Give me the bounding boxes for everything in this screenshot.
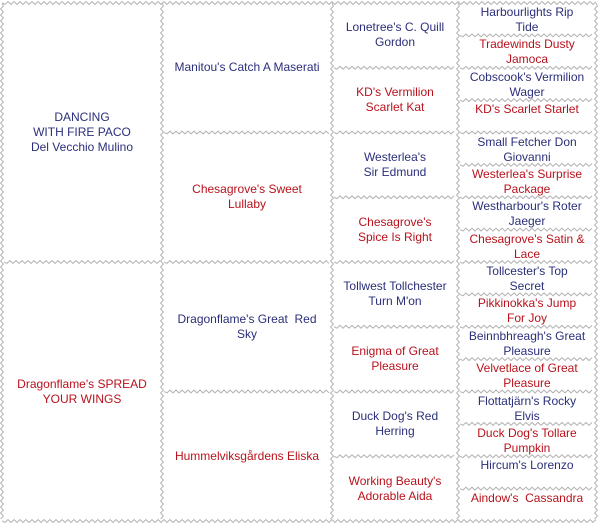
pedigree-gen4-entry-15 — [459, 490, 595, 520]
pedigree-gen4-entry-9 — [459, 295, 595, 325]
pedigree-gen3-entry-2 — [333, 134, 457, 197]
pedigree-gen3-entry-5 — [333, 328, 457, 391]
pedigree-gen4-entry-11 — [459, 360, 595, 390]
pedigree-gen1-entry-1 — [3, 263, 161, 520]
dog-name: DANCING WITH FIRE PACO Del Vecchio Mulino — [30, 110, 134, 154]
dog-name: Westharbour's Roter Jaeger — [472, 199, 582, 229]
dog-name: Chesagrove's Spice Is Right — [357, 214, 433, 244]
pedigree-gen2-entry-2 — [163, 263, 331, 391]
dog-name: Cobscook's Vermilion Wager — [469, 69, 585, 99]
dog-name: KD's Scarlet Starlet — [475, 102, 579, 117]
dog-name: Hummelviksgårdens Eliska — [174, 448, 320, 463]
pedigree-gen4-entry-7 — [459, 231, 595, 261]
pedigree-gen4-entry-1 — [459, 36, 595, 66]
pedigree-gen3-entry-4 — [333, 263, 457, 326]
dog-name: Dragonflame's Great Red Sky — [177, 311, 317, 341]
pedigree-gen4-entry-13 — [459, 425, 595, 455]
column-border-4 — [595, 3, 598, 519]
dog-name: Flottatjärn's Rocky Elvis — [477, 393, 577, 423]
dog-name: Hircum's Lorenzo — [480, 458, 574, 473]
dog-name: Tollcester's Top Secret — [486, 264, 568, 293]
pedigree-gen4-entry-3 — [459, 101, 595, 131]
pedigree-gen4-entry-5 — [459, 166, 595, 196]
dog-name: Westerlea's Surprise Package — [471, 166, 583, 196]
dog-name: KD's Vermilion Scarlet Kat — [356, 85, 434, 115]
dog-name: Enigma of Great Pleasure — [351, 344, 439, 374]
dog-name: Manitou's Catch A Maserati — [174, 60, 320, 75]
pedigree-gen3-entry-3 — [333, 198, 457, 261]
pedigree-gen3-entry-1 — [333, 69, 457, 132]
pedigree-gen1-entry-0 — [3, 4, 161, 261]
dog-name: Lonetree's C. Quill Gordon — [345, 20, 445, 50]
dog-name: Tollwest Tollchester Turn M'on — [343, 279, 447, 309]
pedigree-gen4-entry-4 — [459, 134, 595, 164]
pedigree-gen4-entry-10 — [459, 328, 595, 358]
dog-name: Dragonflame's SPREAD YOUR WINGS — [17, 376, 147, 406]
dog-name: Small Fetcher Don Giovanni — [477, 134, 577, 164]
pedigree-gen3-entry-0 — [333, 4, 457, 67]
dog-name: Pikkinokka's Jump For Joy — [477, 296, 577, 326]
dog-name: Beinnbhreagh's Great Pleasure — [468, 328, 586, 358]
dog-name: Harbourlights Rip Tide — [480, 5, 574, 34]
dog-name: Working Beauty's Adorable Aida — [348, 473, 442, 503]
dog-name: Westerlea's Sir Edmund — [363, 149, 427, 179]
bottom-border — [2, 520, 596, 523]
dog-name: Velvetlace of Great Pleasure — [476, 361, 578, 391]
pedigree-gen4-entry-14 — [459, 457, 595, 487]
dog-name: Duck Dog's Red Herring — [351, 408, 439, 438]
pedigree-gen4-entry-2 — [459, 69, 595, 99]
pedigree-gen4-entry-12 — [459, 393, 595, 423]
pedigree-gen3-entry-7 — [333, 457, 457, 520]
dog-name: Chesagrove's Sweet Lullaby — [192, 182, 302, 212]
pedigree-gen4-entry-6 — [459, 198, 595, 228]
pedigree-gen2-entry-1 — [163, 134, 331, 262]
pedigree-gen4-entry-8 — [459, 263, 595, 293]
dog-name: Chesagrove's Satin & Lace — [469, 231, 585, 261]
dog-name: Duck Dog's Tollare Pumpkin — [477, 425, 577, 455]
dog-name: Aindow's Cassandra — [470, 490, 584, 505]
pedigree-gen2-entry-0 — [163, 4, 331, 132]
pedigree-gen2-entry-3 — [163, 393, 331, 521]
pedigree-gen4-entry-0 — [459, 4, 595, 34]
dog-name: Tradewinds Dusty Jamoca — [479, 37, 575, 67]
pedigree-gen3-entry-6 — [333, 393, 457, 456]
